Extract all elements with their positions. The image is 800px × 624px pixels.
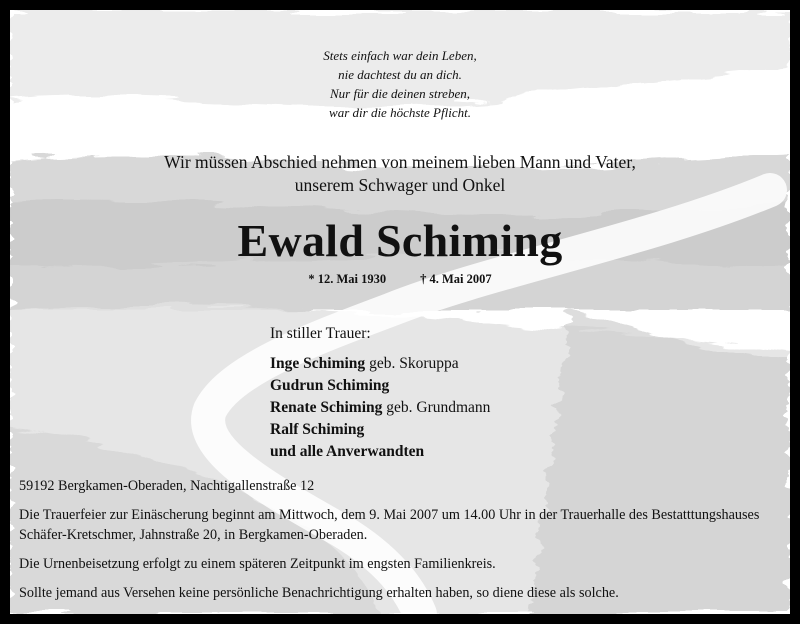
mourner-entry <box>270 353 490 375</box>
mourner-name: Ralf Schiming <box>270 421 365 438</box>
mourning-heading: In stiller Trauer: <box>270 325 371 342</box>
mourner-name: Renate Schiming <box>270 399 383 416</box>
farewell-line-2: unserem Schwager und Onkel <box>294 175 506 195</box>
mourner-name: und alle Anverwandten <box>270 443 425 460</box>
mourner-entry <box>270 441 490 463</box>
mourner-entry <box>270 397 490 419</box>
poem-line: nie dachtest du an dich. <box>338 67 462 82</box>
mourner-name: Gudrun Schiming <box>270 377 390 394</box>
mourner-entry <box>270 375 490 397</box>
ceremony-notice: Die Trauerfeier zur Einäscherung beginnt am Mittwoch, dem 9. Mai 2007 um 14.00 Uhr in der Trauerhalle des Bestatttungshauses Schäfer-Kretschmer, Jahnstraße 20, in Bergkamen-Oberaden. <box>19 507 760 543</box>
mourner-entry <box>270 419 490 441</box>
funeral-info <box>19 476 779 612</box>
poem-line: war dir die höchste Pflicht. <box>329 105 471 120</box>
mourner-extra: geb. Grundmann <box>382 399 491 416</box>
deceased-name: Ewald Schiming <box>237 215 563 266</box>
death-date: † 4. Mai 2007 <box>420 272 492 286</box>
mourners-block <box>270 323 490 463</box>
life-dates <box>10 272 790 287</box>
poem-line: Stets einfach war dein Leben, <box>323 48 477 63</box>
urn-burial-notice: Die Urnenbeisetzung erfolgt zu einem späteren Zeitpunkt im engsten Familienkreis. <box>19 556 496 572</box>
farewell-text <box>10 151 790 197</box>
notification-note: Sollte jemand aus Versehen keine persönliche Benachrichtigung erhalten haben, so diene diese als solche. <box>19 585 619 601</box>
poem-line: Nur für die deinen streben, <box>330 86 470 101</box>
mourner-name: Inge Schiming <box>270 355 366 372</box>
mourner-extra: geb. Skoruppa <box>365 355 459 372</box>
address: 59192 Bergkamen-Oberaden, Nachtigallenstraße 12 <box>19 478 315 494</box>
birth-date: * 12. Mai 1930 <box>308 272 387 286</box>
poem <box>10 46 790 122</box>
farewell-line-1: Wir müssen Abschied nehmen von meinem lieben Mann und Vater, <box>164 152 636 172</box>
